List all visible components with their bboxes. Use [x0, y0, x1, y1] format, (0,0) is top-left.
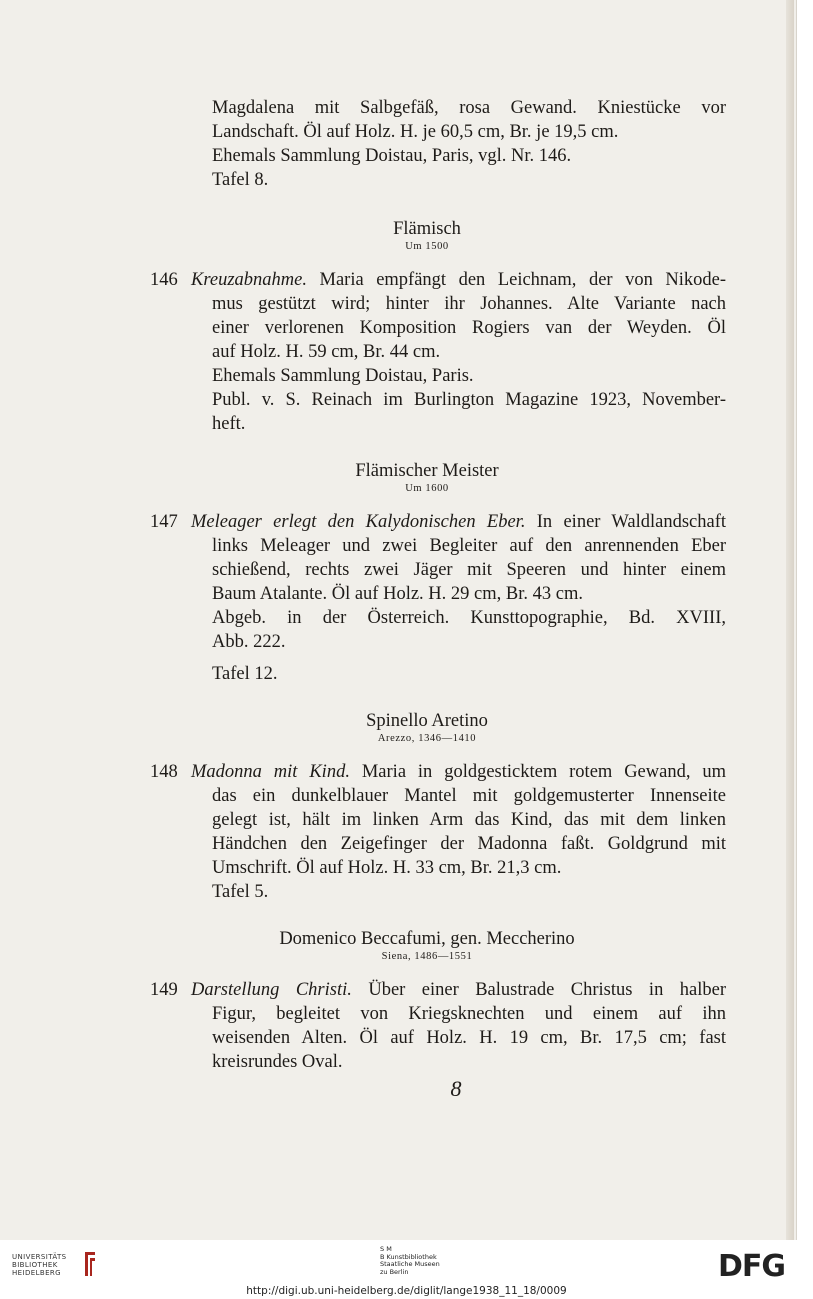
text-line: Umschrift. Öl auf Holz. H. 33 cm, Br. 21,3 cm. — [212, 858, 562, 878]
text-line — [0, 510, 726, 534]
entry-number: 147 — [150, 512, 178, 532]
footer-text: zu Berlin — [380, 1267, 409, 1276]
entry-text: Maria in goldgesticktem rotem Gewand, um — [349, 762, 726, 782]
museum-label — [380, 1246, 500, 1276]
entry-text: Maria empfängt den Leichnam, der von Nikode- — [306, 270, 726, 290]
text-line: heft. — [212, 414, 246, 434]
entry-continuation — [0, 96, 796, 192]
text-line: Händchen den Zeigefinger der Madonna faßt. Goldgrund mit — [212, 834, 726, 854]
text-line: links Meleager und zwei Begleiter auf den anrennenden Eber — [212, 536, 726, 556]
text-line: Publ. v. S. Reinach im Burlington Magazine 1923, November- — [212, 390, 726, 410]
text-line: mus gestützt wird; hinter ihr Johannes. Alte Variante nach — [212, 294, 726, 314]
footer-text: B Kunstbibliothek — [380, 1252, 437, 1261]
text-line: Magdalena mit Salbgefäß, rosa Gewand. Kniestücke vor — [212, 98, 726, 118]
section-date: Arezzo, 1346—1410 — [377, 733, 477, 744]
text-line: das ein dunkelblauer Mantel mit goldgemusterter Innenseite — [212, 786, 726, 806]
section-date: Siena, 1486—1551 — [381, 951, 473, 962]
footer-text: Staatliche Museen — [380, 1260, 440, 1268]
entry-title: Meleager erlegt den Kalydonischen Eber. — [191, 512, 526, 532]
text-line: gelegt ist, hält im linken Arm das Kind, das mit dem linken — [212, 810, 726, 830]
footer-text: S M — [380, 1245, 392, 1253]
section-date: Um 1600 — [405, 483, 449, 494]
university-logo-icon — [82, 1250, 98, 1278]
section-date: Um 1500 — [405, 241, 449, 252]
text-line — [0, 978, 726, 1002]
entry-text: In einer Waldlandschaft — [525, 512, 727, 532]
text-line — [0, 268, 726, 292]
permalink[interactable]: http://digi.ub.uni-heidelberg.de/diglit/lange1938_11_18/0009 — [246, 1285, 567, 1297]
text-line: Figur, begleitet von Kriegsknechten und einem auf ihn — [212, 1004, 726, 1024]
university-library-label — [12, 1253, 82, 1277]
entry-title: Kreuzabnahme. — [191, 270, 307, 290]
text-line: schießend, rechts zwei Jäger mit Speeren und hinter einem — [212, 560, 726, 580]
text-line — [0, 760, 726, 784]
text-line: Ehemals Sammlung Doistau, Paris. — [212, 366, 474, 386]
section-heading: Flämisch — [393, 219, 461, 239]
catalog-entry-147 — [0, 510, 796, 686]
text-line: Tafel 5. — [212, 882, 269, 902]
text-line: Tafel 8. — [212, 170, 269, 190]
footer-text: BIBLIOTHEK — [12, 1261, 58, 1269]
dfg-logo: DFG — [718, 1249, 786, 1284]
page-number: 8 — [450, 1076, 462, 1101]
text-line: kreisrundes Oval. — [212, 1052, 343, 1072]
text-line: Abb. 222. — [212, 632, 286, 652]
text-line: Baum Atalante. Öl auf Holz. H. 29 cm, Br. 43 cm. — [212, 584, 583, 604]
text-line: Tafel 12. — [212, 664, 278, 684]
catalog-entry-146 — [0, 268, 796, 436]
text-line: Landschaft. Öl auf Holz. H. je 60,5 cm, Br. je 19,5 cm. — [212, 122, 619, 142]
entry-title: Darstellung Christi. — [191, 980, 352, 1000]
section-heading: Spinello Aretino — [366, 711, 488, 731]
entry-text: Über einer Balustrade Christus in halber — [351, 980, 726, 1000]
page-text — [0, 96, 796, 1074]
entry-number: 146 — [150, 270, 178, 290]
section-heading: Flämischer Meister — [355, 461, 499, 481]
footer-text: HEIDELBERG — [12, 1269, 61, 1277]
footer-text: UNIVERSITÄTS — [12, 1253, 67, 1261]
text-line: weisenden Alten. Öl auf Holz. H. 19 cm, Br. 17,5 cm; fast — [212, 1028, 726, 1048]
text-line: Abgeb. in der Österreich. Kunsttopographie, Bd. XVIII, — [212, 608, 726, 628]
text-line: einer verlorenen Komposition Rogiers van der Weyden. Öl — [212, 318, 726, 338]
catalog-entry-148 — [0, 760, 796, 904]
entry-title: Madonna mit Kind. — [191, 762, 350, 782]
viewer-footer — [0, 1240, 813, 1299]
text-line: Ehemals Sammlung Doistau, Paris, vgl. Nr. 146. — [212, 146, 572, 166]
entry-number: 148 — [150, 762, 178, 782]
text-line: auf Holz. H. 59 cm, Br. 44 cm. — [212, 342, 441, 362]
section-heading: Domenico Beccafumi, gen. Meccherino — [279, 929, 575, 949]
entry-number: 149 — [150, 980, 178, 1000]
catalog-entry-149 — [0, 978, 796, 1074]
